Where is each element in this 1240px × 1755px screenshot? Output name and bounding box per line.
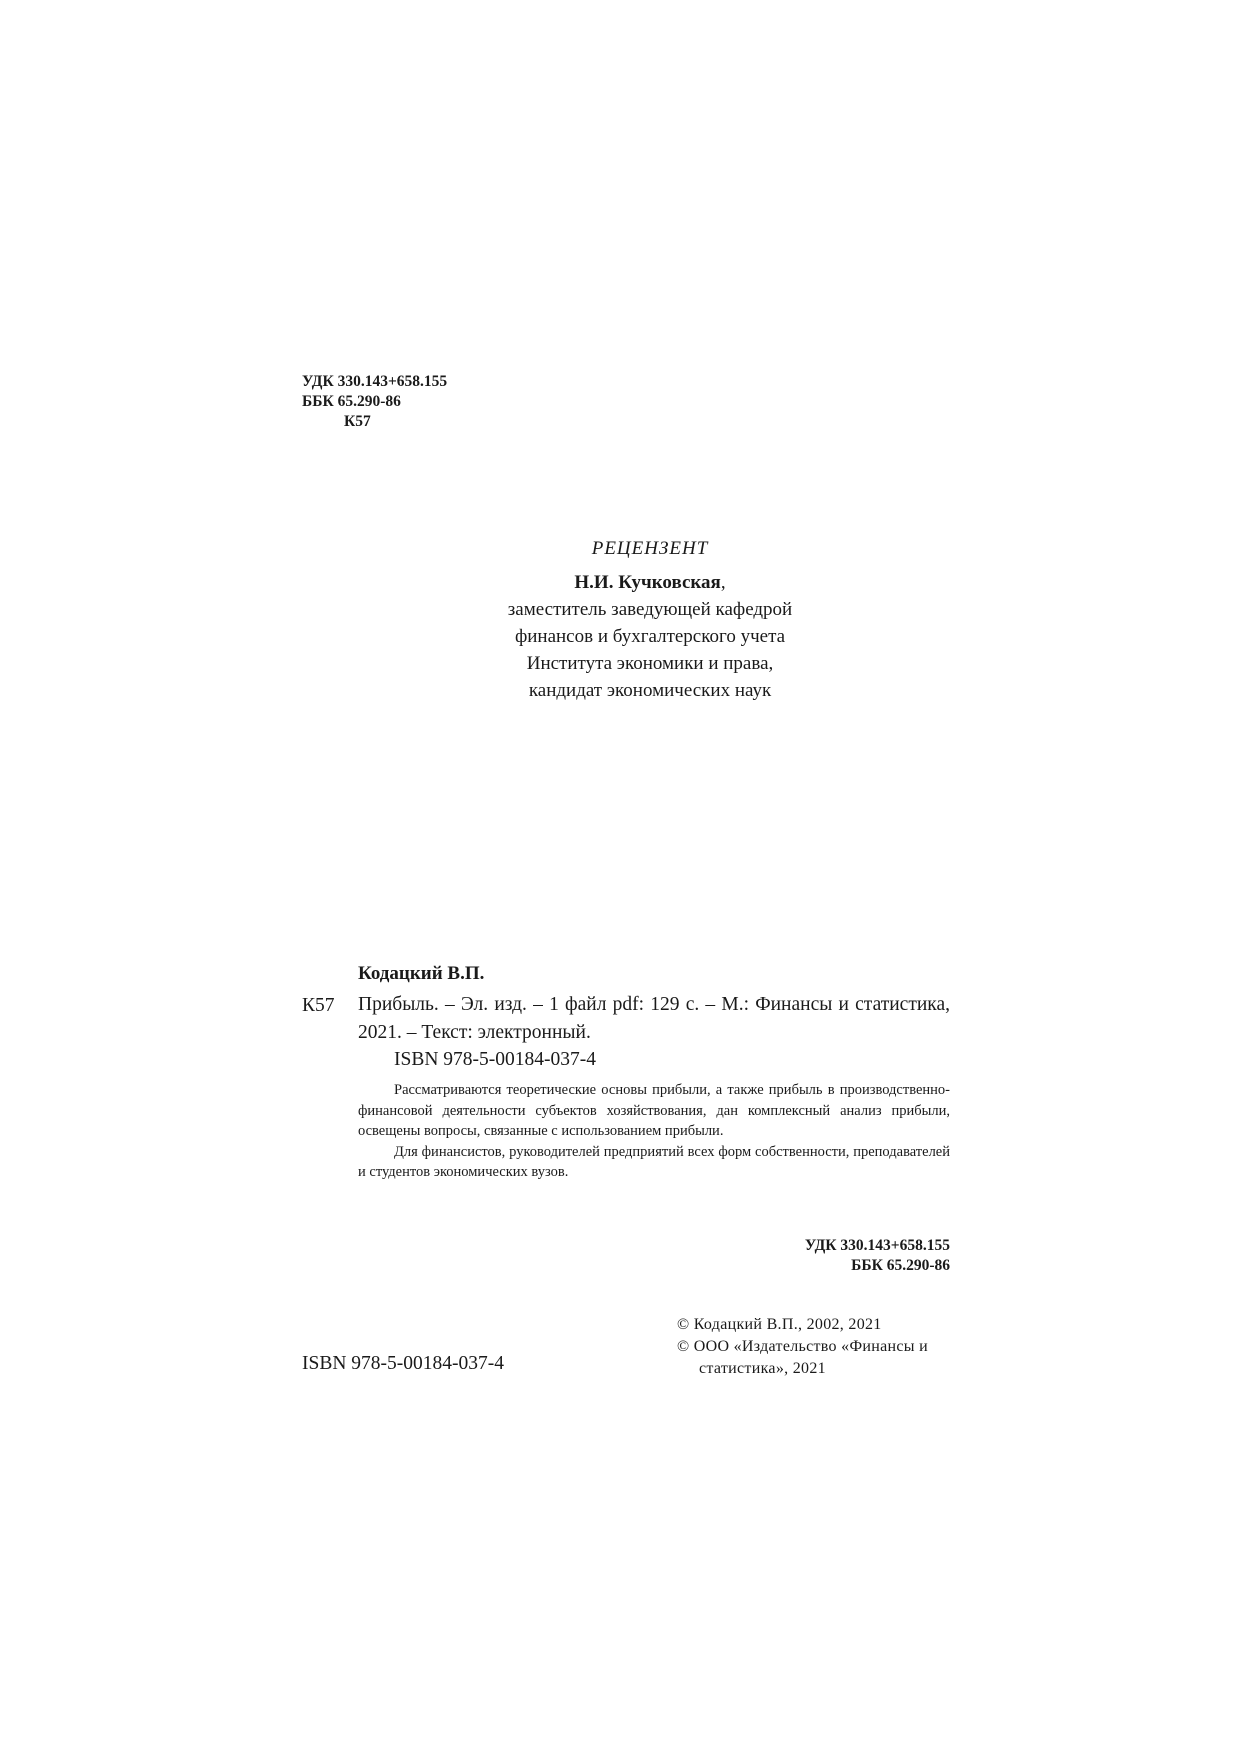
reviewer-name-comma: , <box>720 572 726 593</box>
reviewer-block <box>400 535 900 704</box>
reviewer-heading: РЕЦЕНЗЕНТ <box>591 538 709 559</box>
copyright-line: © Кодацкий В.П., 2002, 2021 <box>677 1316 882 1333</box>
reviewer-position-line: Института экономики и права, <box>526 653 774 674</box>
reviewer-name: Н.И. Кучковская <box>574 572 721 593</box>
reviewer-position-line: финансов и бухгалтерского учета <box>514 626 786 647</box>
author-mark-code: К57 <box>302 995 335 1016</box>
book-author: Кодацкий В.П. <box>358 963 485 984</box>
udk-code: УДК 330.143+658.155 <box>302 373 448 390</box>
author-mark: К57 <box>344 413 371 430</box>
copyright-block <box>677 1314 952 1380</box>
udk-code: УДК 330.143+658.155 <box>804 1237 950 1254</box>
reviewer-name-line <box>400 569 900 596</box>
reviewer-position-line: кандидат экономических наук <box>528 680 772 701</box>
isbn-inline: ISBN 978-5-00184-037-4 <box>394 1049 597 1070</box>
abstract-paragraph: Рассматриваются теоретические основы прибыли, а также прибыль в производственно-финансовой деятельности субъектов хозяйствования, дан комплексный анализ прибыли, освещены вопросы, связанные с использованием прибыли. <box>358 1082 950 1139</box>
reviewer-position-line: заместитель заведующей кафедрой <box>507 599 793 620</box>
bbk-code: ББК 65.290-86 <box>302 393 401 410</box>
classification-codes-top <box>302 372 447 432</box>
isbn-bottom: ISBN 978-5-00184-037-4 <box>302 1353 505 1374</box>
classification-codes-bottom <box>700 1236 950 1276</box>
bibliographic-description: Прибыль. – Эл. изд. – 1 файл pdf: 129 с. – М.: Финансы и статистика, 2021. – Текст: электронный. <box>358 994 950 1043</box>
abstract-paragraph: Для финансистов, руководителей предприятий всех форм собственности, преподавателей и студентов экономических вузов. <box>358 1143 950 1180</box>
bbk-code: ББК 65.290-86 <box>851 1257 950 1274</box>
abstract <box>358 1080 950 1183</box>
copyright-line: © ООО «Издательство «Финансы и статистика», 2021 <box>677 1338 928 1377</box>
